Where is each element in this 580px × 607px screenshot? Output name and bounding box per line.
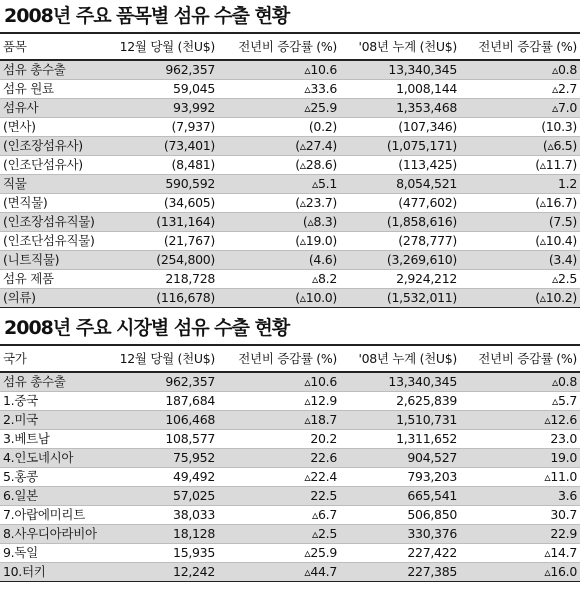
- monthly-change: ▵12.9: [304, 393, 337, 408]
- cumulative-change: (10.3): [541, 119, 577, 134]
- monthly-change: ▵25.9: [304, 100, 337, 115]
- monthly-change: (▵28.6): [295, 157, 337, 172]
- monthly-value: (254,800): [156, 252, 215, 267]
- column-header-country: 국가: [3, 350, 27, 366]
- table-header-row: [0, 33, 580, 60]
- section-title: 2008년 주요 시장별 섬유 수출 현황: [4, 317, 290, 339]
- monthly-change: (▵10.0): [295, 290, 337, 305]
- row-label: 10.터키: [3, 564, 46, 579]
- table-row: [0, 372, 580, 392]
- cumulative-change: 3.6: [558, 488, 577, 503]
- row-label: 5.홍콩: [3, 469, 38, 484]
- monthly-change: ▵33.6: [304, 81, 337, 96]
- monthly-change: (▵27.4): [295, 138, 337, 153]
- table-row: [0, 506, 580, 525]
- cumulative-change: ▵16.0: [544, 564, 577, 579]
- row-label: (면직물): [3, 195, 48, 210]
- cumulative-value: 227,385: [407, 564, 457, 579]
- monthly-value: 590,592: [165, 176, 215, 191]
- monthly-value: 75,952: [173, 450, 215, 465]
- column-header-cumulative: '08년 누계 (천U$): [358, 350, 457, 366]
- cumulative-change: (▵6.5): [542, 138, 577, 153]
- monthly-change: ▵8.2: [312, 271, 337, 286]
- cumulative-value: 8,054,521: [396, 176, 457, 191]
- monthly-value: 962,357: [165, 62, 215, 77]
- cumulative-value: 904,527: [407, 450, 457, 465]
- table-header-row: [0, 345, 580, 372]
- table-row: [0, 411, 580, 430]
- monthly-value: (116,678): [156, 290, 215, 305]
- cumulative-value: 1,008,144: [396, 81, 457, 96]
- monthly-value: 59,045: [173, 81, 215, 96]
- cumulative-change: (3.4): [548, 252, 577, 267]
- row-label: 2.미국: [3, 412, 38, 427]
- column-header-cumulative-change: 전년비 증감률 (%): [478, 350, 577, 366]
- row-label: 섬유 원료: [3, 81, 54, 96]
- cumulative-change: ▵2.7: [552, 81, 577, 96]
- table-row: [0, 213, 580, 232]
- cumulative-value: (3,269,610): [386, 252, 457, 267]
- row-label: (면사): [3, 119, 36, 134]
- row-label: 9.독일: [3, 545, 38, 560]
- monthly-value: 106,468: [165, 412, 215, 427]
- row-label: (의류): [3, 290, 36, 305]
- table-row: [0, 175, 580, 194]
- monthly-change: ▵6.7: [312, 507, 337, 522]
- table-row: [0, 194, 580, 213]
- cumulative-change: (▵16.7): [535, 195, 577, 210]
- row-label: (인조단섬유직물): [3, 233, 95, 248]
- table-row: [0, 487, 580, 506]
- monthly-value: (131,164): [156, 214, 215, 229]
- row-label: 직물: [3, 176, 27, 191]
- monthly-value: (7,937): [171, 119, 215, 134]
- monthly-change: (0.2): [308, 119, 337, 134]
- monthly-change: 22.6: [310, 450, 337, 465]
- table-row: [0, 137, 580, 156]
- monthly-value: (34,605): [163, 195, 215, 210]
- table-row: [0, 525, 580, 544]
- table-row: [0, 232, 580, 251]
- cumulative-value: 227,422: [407, 545, 457, 560]
- product-export-table: [0, 32, 580, 308]
- monthly-change: ▵18.7: [304, 412, 337, 427]
- monthly-value: 57,025: [173, 488, 215, 503]
- row-label: 섬유 제품: [3, 271, 54, 286]
- table-row: [0, 289, 580, 308]
- monthly-value: 218,728: [165, 271, 215, 286]
- column-header-monthly-change: 전년비 증감률 (%): [238, 38, 337, 54]
- monthly-value: 93,992: [173, 100, 215, 115]
- cumulative-change: 1.2: [558, 176, 577, 191]
- cumulative-change: ▵5.7: [552, 393, 577, 408]
- table-row: [0, 60, 580, 80]
- cumulative-change: ▵11.0: [544, 469, 577, 484]
- monthly-value: (73,401): [163, 138, 215, 153]
- row-label: 6.일본: [3, 488, 38, 503]
- table-row: [0, 563, 580, 582]
- column-header-monthly: 12월 당월 (천U$): [119, 350, 215, 366]
- row-label: 섬유 총수출: [3, 62, 66, 77]
- monthly-value: (8,481): [171, 157, 215, 172]
- section-title: 2008년 주요 품목별 섬유 수출 현황: [4, 5, 290, 27]
- cumulative-change: ▵2.5: [552, 271, 577, 286]
- cumulative-value: 1,510,731: [396, 412, 457, 427]
- table-row: [0, 80, 580, 99]
- monthly-value: (21,767): [163, 233, 215, 248]
- market-export-table: [0, 344, 580, 582]
- cumulative-value: 13,340,345: [388, 374, 457, 389]
- cumulative-change: (▵11.7): [535, 157, 577, 172]
- column-header-item: 품목: [3, 38, 27, 54]
- monthly-change: ▵2.5: [312, 526, 337, 541]
- column-header-monthly-change: 전년비 증감률 (%): [238, 350, 337, 366]
- table-row: [0, 118, 580, 137]
- cumulative-value: 793,203: [407, 469, 457, 484]
- cumulative-value: (1,075,171): [386, 138, 457, 153]
- cumulative-change: (▵10.2): [535, 290, 577, 305]
- monthly-change: ▵44.7: [304, 564, 337, 579]
- cumulative-change: (7.5): [548, 214, 577, 229]
- cumulative-change: ▵14.7: [544, 545, 577, 560]
- cumulative-value: 1,353,468: [396, 100, 457, 115]
- cumulative-value: 13,340,345: [388, 62, 457, 77]
- row-label: (인조단섬유사): [3, 157, 83, 172]
- cumulative-value: 665,541: [407, 488, 457, 503]
- row-label: 4.인도네시아: [3, 450, 74, 465]
- table-row: [0, 449, 580, 468]
- cumulative-change: 23.0: [550, 431, 577, 446]
- cumulative-value: 1,311,652: [396, 431, 457, 446]
- cumulative-value: (278,777): [398, 233, 457, 248]
- monthly-value: 962,357: [165, 374, 215, 389]
- cumulative-value: (1,858,616): [386, 214, 457, 229]
- cumulative-change: (▵10.4): [535, 233, 577, 248]
- row-label: (니트직물): [3, 252, 60, 267]
- row-label: 섬유 총수출: [3, 374, 66, 389]
- row-label: 섬유사: [3, 100, 39, 115]
- cumulative-change: 30.7: [550, 507, 577, 522]
- cumulative-value: 506,850: [407, 507, 457, 522]
- cumulative-value: (1,532,011): [386, 290, 457, 305]
- monthly-value: 12,242: [173, 564, 215, 579]
- cumulative-value: 2,625,839: [396, 393, 457, 408]
- monthly-change: ▵10.6: [304, 374, 337, 389]
- cumulative-change: ▵7.0: [552, 100, 577, 115]
- monthly-change: (▵8.3): [302, 214, 337, 229]
- cumulative-value: 330,376: [407, 526, 457, 541]
- row-label: (인조장섬유직물): [3, 214, 95, 229]
- cumulative-change: ▵0.8: [552, 62, 577, 77]
- monthly-change: ▵10.6: [304, 62, 337, 77]
- monthly-change: (▵19.0): [295, 233, 337, 248]
- table-row: [0, 468, 580, 487]
- table-row: [0, 270, 580, 289]
- cumulative-change: 22.9: [550, 526, 577, 541]
- market-export-section: [0, 312, 580, 582]
- row-label: 3.베트남: [3, 431, 50, 446]
- table-row: [0, 544, 580, 563]
- row-label: 7.아랍에미리트: [3, 507, 85, 522]
- table-row: [0, 392, 580, 411]
- monthly-change: ▵25.9: [304, 545, 337, 560]
- row-label: 1.중국: [3, 393, 38, 408]
- cumulative-value: 2,924,212: [396, 271, 457, 286]
- column-header-cumulative: '08년 누계 (천U$): [358, 38, 457, 54]
- row-label: 8.사우디아라비아: [3, 526, 97, 541]
- monthly-change: (4.6): [308, 252, 337, 267]
- monthly-value: 38,033: [173, 507, 215, 522]
- table-row: [0, 251, 580, 270]
- table-row: [0, 156, 580, 175]
- cumulative-value: (107,346): [398, 119, 457, 134]
- cumulative-value: (477,602): [398, 195, 457, 210]
- monthly-change: (▵23.7): [295, 195, 337, 210]
- cumulative-value: (113,425): [398, 157, 457, 172]
- row-label: (인조장섬유사): [3, 138, 83, 153]
- monthly-value: 49,492: [173, 469, 215, 484]
- monthly-change: ▵22.4: [304, 469, 337, 484]
- table-row: [0, 99, 580, 118]
- column-header-cumulative-change: 전년비 증감률 (%): [478, 38, 577, 54]
- table-row: [0, 430, 580, 449]
- monthly-change: ▵5.1: [312, 176, 337, 191]
- cumulative-change: ▵0.8: [552, 374, 577, 389]
- monthly-value: 108,577: [165, 431, 215, 446]
- monthly-value: 15,935: [173, 545, 215, 560]
- monthly-value: 18,128: [173, 526, 215, 541]
- monthly-value: 187,684: [165, 393, 215, 408]
- column-header-monthly: 12월 당월 (천U$): [119, 38, 215, 54]
- cumulative-change: ▵12.6: [544, 412, 577, 427]
- monthly-change: 22.5: [310, 488, 337, 503]
- cumulative-change: 19.0: [550, 450, 577, 465]
- monthly-change: 20.2: [310, 431, 337, 446]
